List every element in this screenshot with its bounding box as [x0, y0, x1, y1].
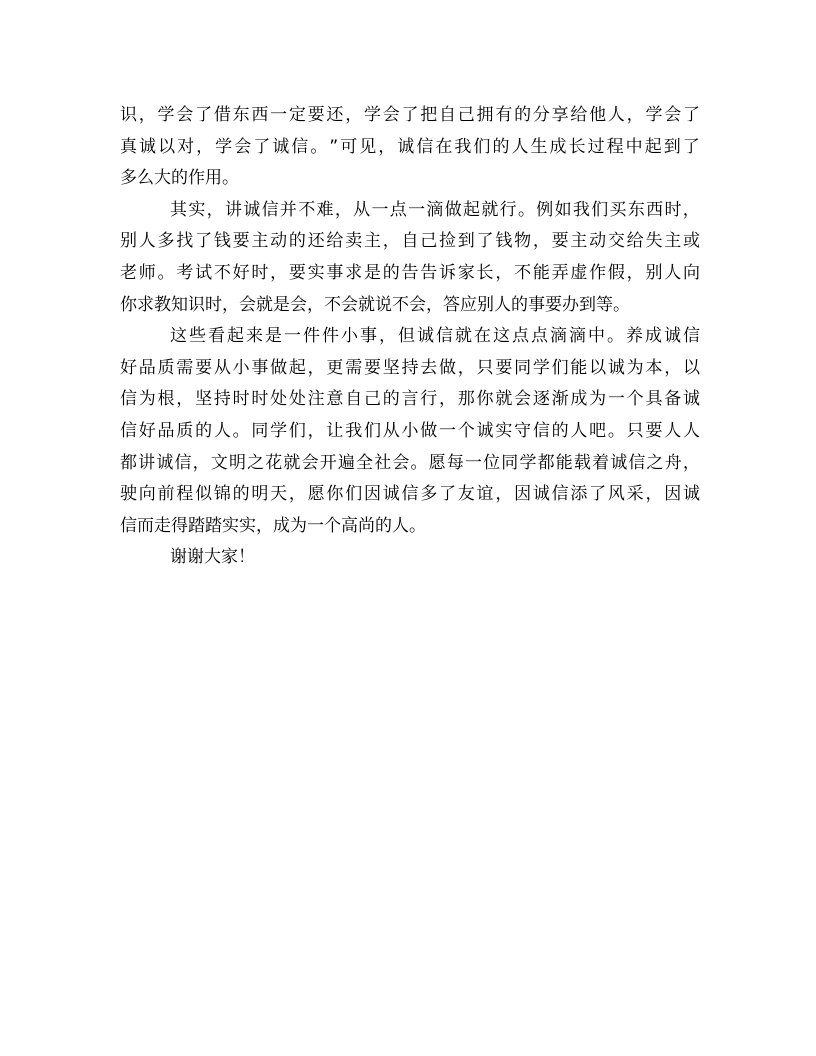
text-line: 信 为 根 ， 坚 持 时 时 处 处 注 意 自 己 的 言 行 ， 那 你 就 会 逐 渐 成 为 一 个 具 备 诚 [120, 389, 700, 410]
text-line: 都 讲 诚 信 ， 文 明 之 花 就 会 开 遍 全 社 会 。 愿 每 一 位 同 学 都 能 载 着 诚 信 之 舟 ， [120, 452, 700, 473]
text-line: 驶 向 前 程 似 锦 的 明 天 ， 愿 你 们 因 诚 信 多 了 友 谊 ， 因 诚 信 添 了 风 采 ， 因 诚 [120, 484, 700, 505]
text-line: 其 实 ， 讲 诚 信 并 不 难 ， 从 一 点 一 滴 做 起 就 行 。 例 如 我 们 买 东 西 时 ， [170, 199, 700, 220]
text-line: 老 师 。 考 试 不 好 时 ， 要 实 事 求 是 的 告 告 诉 家 长 ， 不 能 弄 虚 作 假 ， 别 人 向 [120, 262, 700, 283]
closing-line: 谢谢大家！ [170, 547, 255, 568]
paragraph-2 [120, 195, 700, 321]
text-line: 多么大的作用。 [120, 168, 239, 189]
paragraph-4 [120, 542, 700, 574]
paragraph-3 [120, 321, 700, 542]
text-line: 信而走得踏踏实实，成为一个高尚的人。 [120, 515, 426, 536]
text-line: 你求教知识时，会就是会，不会就说不会，答应别人的事要办到等。 [120, 294, 630, 315]
text-line: 好 品 质 需 要 从 小 事 做 起 ， 更 需 要 坚 持 去 做 ， 只 要 同 学 们 能 以 诚 为 本 ， 以 [120, 357, 700, 378]
text-line: 真 诚 以 对 ， 学 会 了 诚 信 。 ” 可 见 ， 诚 信 在 我 们 的 人 生 成 长 过 程 中 起 到 了 [120, 136, 700, 157]
text-line: 信 好 品 质 的 人 。 同 学 们 ， 让 我 们 从 小 做 一 个 诚 实 守 信 的 人 吧 。 只 要 人 人 [120, 420, 700, 441]
text-line: 别 人 多 找 了 钱 要 主 动 的 还 给 卖 主 ， 自 己 捡 到 了 钱 物 ， 要 主 动 交 给 失 主 或 [120, 231, 700, 252]
text-line: 这 些 看 起 来 是 一 件 件 小 事 ， 但 诚 信 就 在 这 点 点 滴 滴 中 。 养 成 诚 信 [170, 326, 700, 347]
paragraph-1 [120, 100, 700, 195]
text-line: 识 ， 学 会 了 借 东 西 一 定 要 还 ， 学 会 了 把 自 己 拥 有 的 分 享 给 他 人 ， 学 会 了 [120, 105, 700, 125]
body-text [120, 100, 700, 574]
